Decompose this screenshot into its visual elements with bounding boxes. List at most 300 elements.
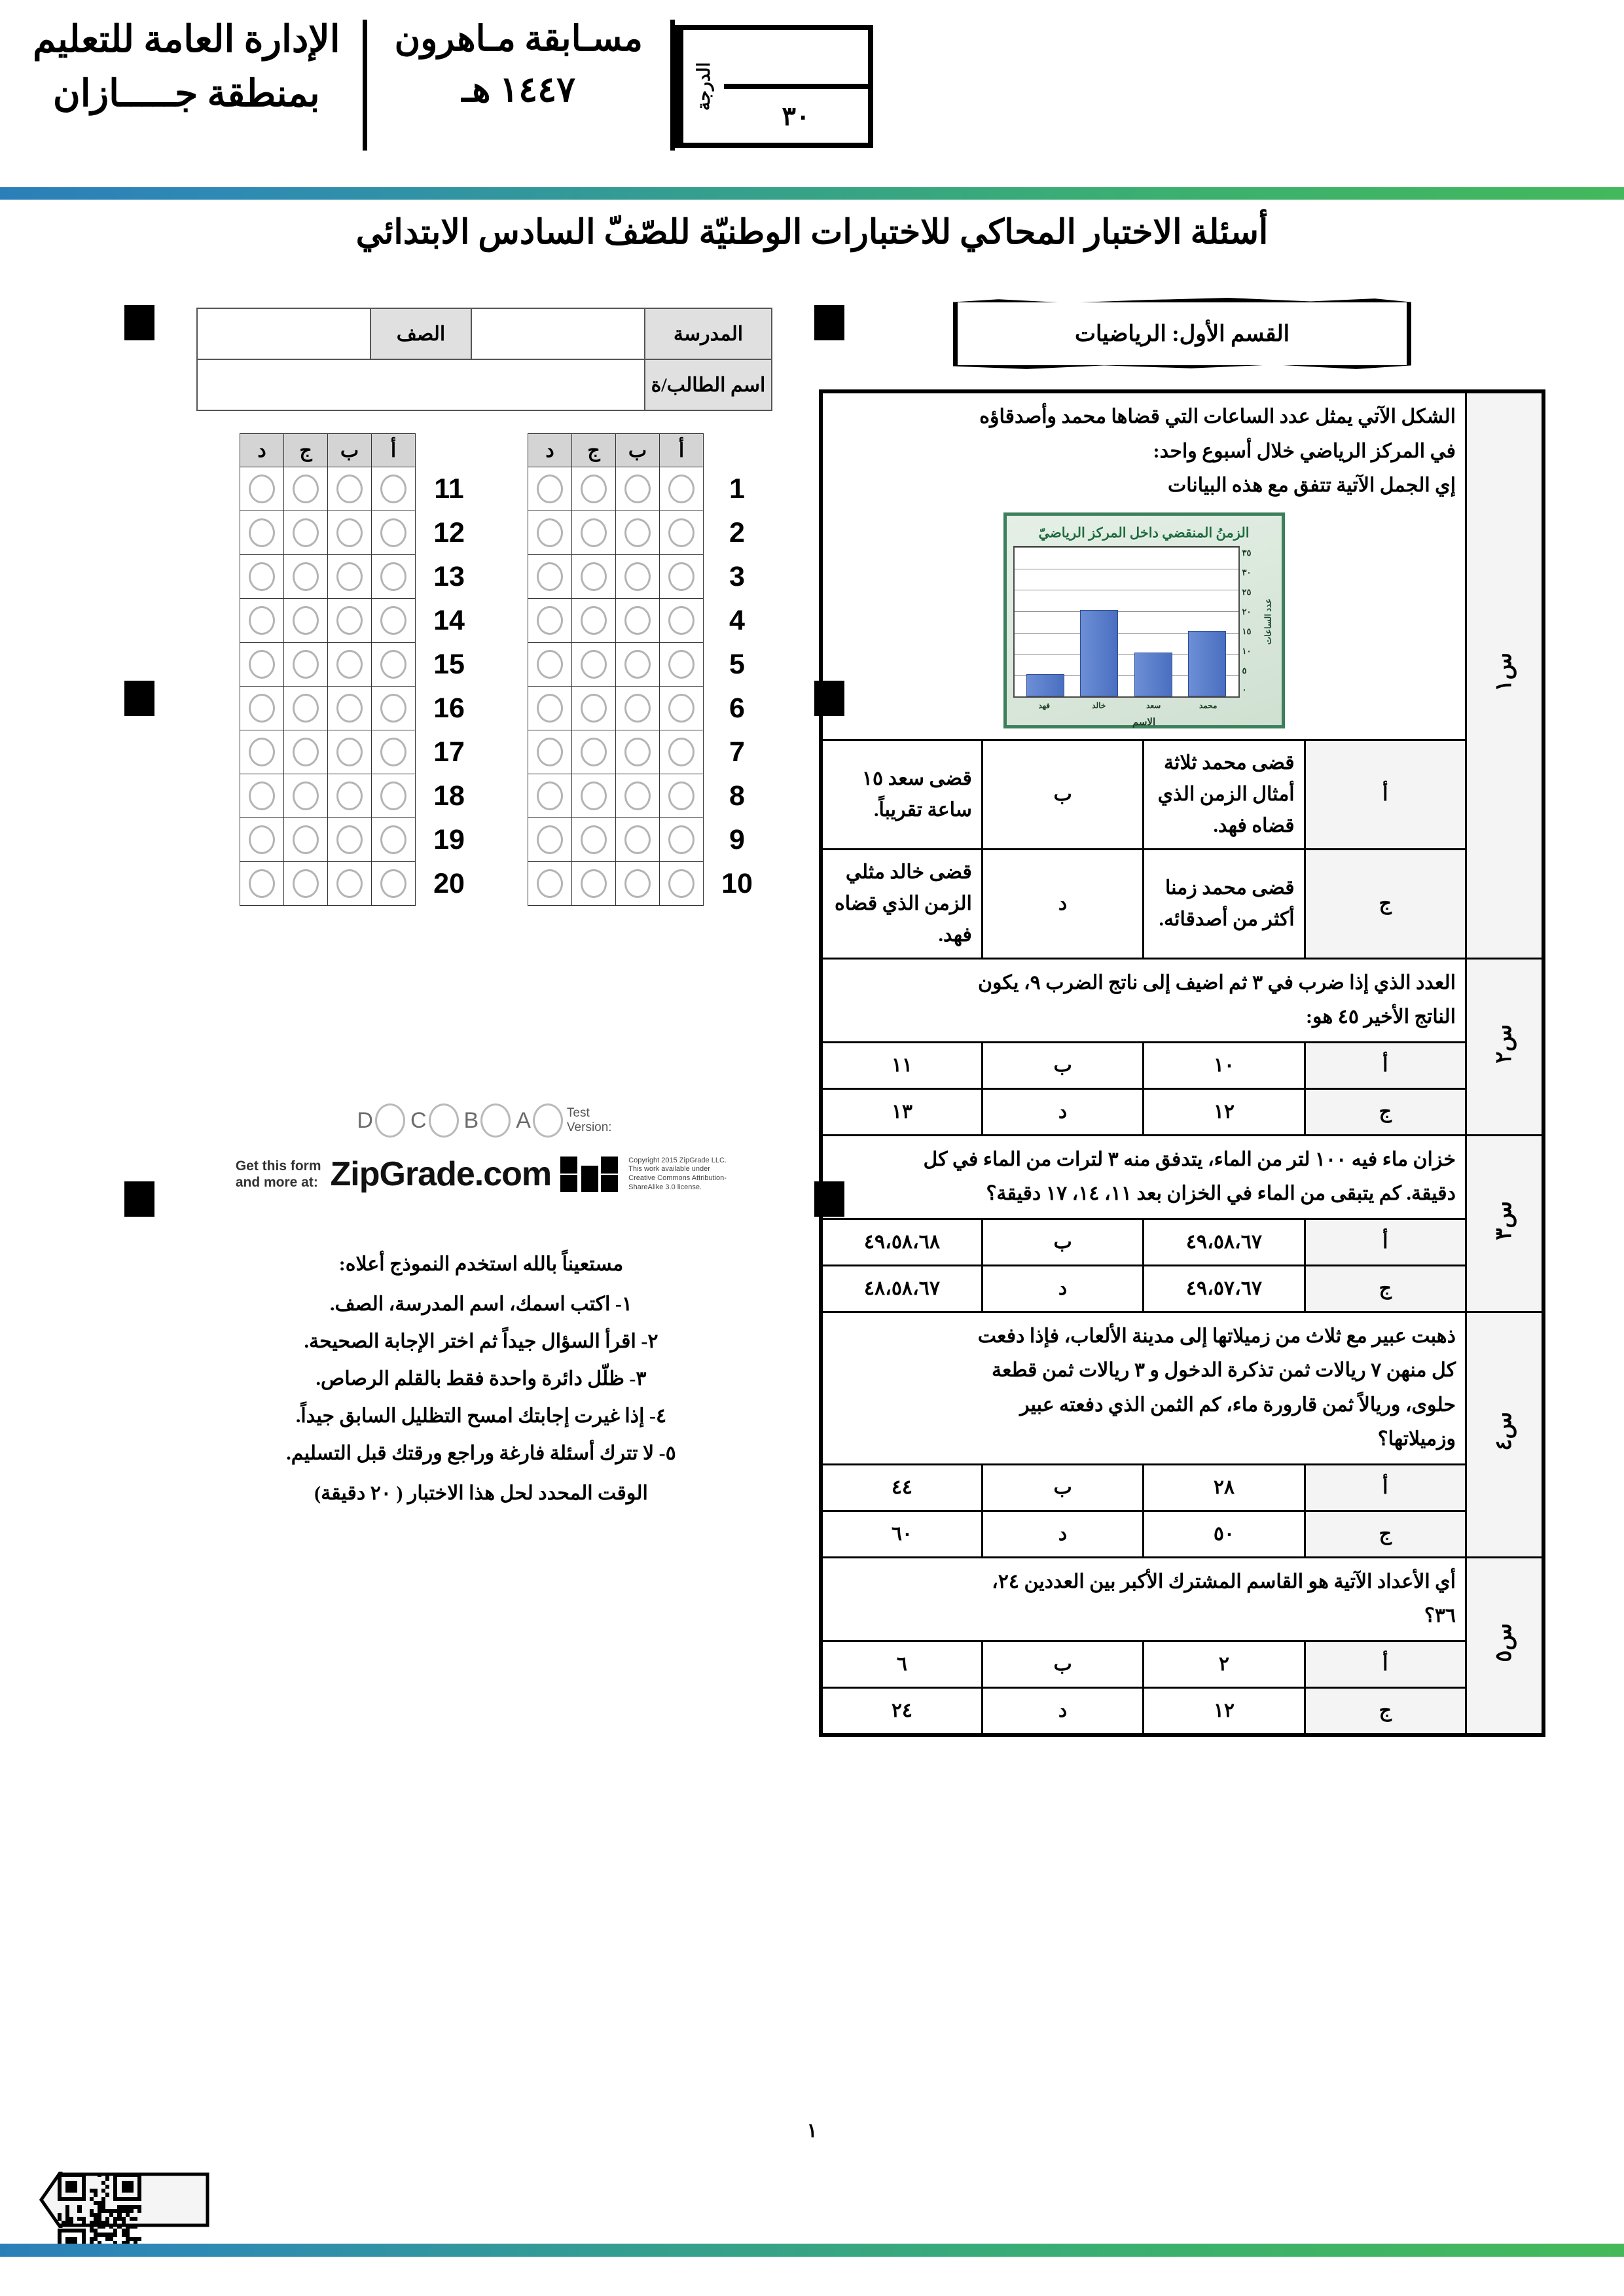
test-version-option[interactable] bbox=[357, 1103, 405, 1138]
question-text-line: الشكل الآتي يمثل عدد الساعات التي قضاها محمد وأصدقاؤه bbox=[979, 406, 1456, 427]
question-text-line: الناتج الأخير ٤٥ هو: bbox=[1305, 1006, 1456, 1028]
bubble-block-11-20 bbox=[196, 433, 478, 906]
bubble-row bbox=[240, 643, 478, 687]
bubble-cell[interactable] bbox=[616, 467, 660, 511]
bubble-cell[interactable] bbox=[528, 555, 572, 599]
bubble-row bbox=[240, 599, 478, 643]
bubble-cell[interactable] bbox=[372, 862, 416, 906]
bubble-cell[interactable] bbox=[284, 555, 328, 599]
answer-bubble[interactable] bbox=[537, 475, 563, 503]
answer-bubble[interactable] bbox=[668, 738, 695, 766]
student-info-table bbox=[196, 308, 772, 411]
organization-line2: بمنطقة جـــــازان bbox=[52, 73, 320, 115]
bubble-column-header: أ bbox=[372, 434, 416, 467]
option-value-d[interactable]: ٦٠ bbox=[821, 1511, 982, 1557]
answer-bubble[interactable] bbox=[581, 650, 607, 679]
answer-bubble[interactable] bbox=[293, 606, 319, 635]
answer-bubble[interactable] bbox=[537, 650, 563, 679]
question-text-line: دقيقة. كم يتبقى من الماء في الخزان بعد ١١، ١٤، ١٧ دقيقة؟ bbox=[986, 1183, 1456, 1204]
answer-bubble[interactable] bbox=[336, 650, 363, 679]
chart-xtick: محمد bbox=[1199, 701, 1218, 711]
answer-bubble[interactable] bbox=[249, 518, 275, 547]
option-value-c[interactable]: ١٢ bbox=[1144, 1687, 1305, 1735]
option-label-b: ب bbox=[982, 740, 1143, 849]
bubble-cell[interactable] bbox=[328, 687, 372, 730]
answer-bubble[interactable] bbox=[380, 781, 406, 810]
answer-bubble[interactable] bbox=[249, 475, 275, 503]
bubble-cell[interactable] bbox=[616, 730, 660, 774]
answer-bubble[interactable] bbox=[249, 869, 275, 898]
answer-bubble[interactable] bbox=[668, 650, 695, 679]
options-row bbox=[821, 1265, 1543, 1312]
chart-title: الزمنُ المنقضي داخل المركز الرياضيّ bbox=[1038, 524, 1250, 541]
bubble-cell[interactable] bbox=[660, 862, 704, 906]
answer-bubble[interactable] bbox=[293, 562, 319, 591]
bubble-cell[interactable] bbox=[372, 818, 416, 862]
grade-empty-cell[interactable] bbox=[724, 30, 868, 89]
options-row bbox=[821, 1641, 1543, 1687]
questions-table bbox=[819, 389, 1545, 1737]
question-row bbox=[821, 391, 1543, 740]
bubble-cell[interactable] bbox=[372, 643, 416, 687]
answer-bubble[interactable] bbox=[336, 694, 363, 723]
question-text bbox=[821, 1312, 1466, 1464]
option-label-c: ج bbox=[1305, 849, 1466, 958]
answer-bubble[interactable] bbox=[581, 694, 607, 723]
bubble-cell[interactable] bbox=[372, 555, 416, 599]
options-row bbox=[821, 1511, 1543, 1557]
bubble-row bbox=[240, 467, 478, 511]
competition-line1: مسـابقة مـاهرون bbox=[394, 19, 643, 58]
bubble-cell[interactable] bbox=[372, 774, 416, 818]
section-banner-label: القسم الأول: الرياضيات bbox=[1074, 322, 1290, 346]
bubble-cell[interactable] bbox=[616, 555, 660, 599]
bubble-cell[interactable] bbox=[572, 599, 616, 643]
chart-xtick: خالد bbox=[1092, 701, 1106, 711]
answer-bubble[interactable] bbox=[293, 650, 319, 679]
answer-bubble[interactable] bbox=[624, 518, 651, 547]
chart-xlabel: الاسم bbox=[1132, 717, 1156, 728]
bubble-cell[interactable] bbox=[240, 774, 284, 818]
answer-bubble[interactable] bbox=[380, 694, 406, 723]
answer-bubble[interactable] bbox=[581, 738, 607, 766]
bubble-row-number: 8 bbox=[729, 780, 745, 812]
bubble-cell[interactable] bbox=[616, 862, 660, 906]
bubble-row-number: 6 bbox=[729, 692, 745, 724]
option-label-b: ب bbox=[982, 1042, 1143, 1088]
organization-line1: الإدارة العامة للتعليم bbox=[33, 19, 340, 60]
answer-bubble[interactable] bbox=[668, 781, 695, 810]
bubble-cell[interactable] bbox=[528, 643, 572, 687]
bubble-cell[interactable] bbox=[284, 511, 328, 555]
answer-bubble[interactable] bbox=[380, 650, 406, 679]
bubble-row bbox=[528, 774, 767, 818]
option-label-b: ب bbox=[982, 1641, 1143, 1687]
question-text-line: خزان ماء فيه ١٠٠ لتر من الماء، يتدفق منه ٣ لترات من الماء في كل bbox=[923, 1148, 1456, 1170]
bubble-header-row bbox=[528, 434, 767, 467]
answer-bubble[interactable] bbox=[293, 869, 319, 898]
bubble-row bbox=[528, 818, 767, 862]
answer-bubble[interactable] bbox=[293, 518, 319, 547]
answer-bubble[interactable] bbox=[668, 869, 695, 898]
bubble-cell[interactable] bbox=[528, 774, 572, 818]
option-label-c: ج bbox=[1305, 1265, 1466, 1312]
test-version-option[interactable] bbox=[464, 1103, 511, 1138]
bubble-cell[interactable] bbox=[528, 467, 572, 511]
chart-ytick: ٣٥ bbox=[1242, 548, 1252, 558]
option-value-a[interactable]: ١٠ bbox=[1144, 1042, 1305, 1088]
option-value-a[interactable]: ٢ bbox=[1144, 1641, 1305, 1687]
option-value-b[interactable]: ١١ bbox=[821, 1042, 982, 1088]
bubble-cell[interactable] bbox=[328, 467, 372, 511]
bubble-row bbox=[240, 818, 478, 862]
answer-bubble[interactable] bbox=[537, 606, 563, 635]
answer-bubble[interactable] bbox=[624, 869, 651, 898]
answer-bubble[interactable] bbox=[581, 562, 607, 591]
answer-bubble[interactable] bbox=[581, 825, 607, 854]
answer-bubble[interactable] bbox=[624, 475, 651, 503]
bubble-cell[interactable] bbox=[328, 643, 372, 687]
option-value-b[interactable]: قضى سعد ١٥ ساعة تقريباً. bbox=[821, 740, 982, 849]
answer-bubble[interactable] bbox=[668, 694, 695, 723]
bubble-cell[interactable] bbox=[660, 687, 704, 730]
competition-block bbox=[367, 13, 670, 116]
answer-bubble[interactable] bbox=[537, 694, 563, 723]
bubble-cell[interactable] bbox=[616, 818, 660, 862]
school-label: المدرسة bbox=[645, 308, 772, 359]
options-row bbox=[821, 1219, 1543, 1265]
option-value-d[interactable]: قضى خالد مثلي الزمن الذي قضاه فهد. bbox=[821, 849, 982, 958]
answer-bubble[interactable] bbox=[537, 825, 563, 854]
test-version-option[interactable] bbox=[516, 1103, 563, 1138]
bubble-cell[interactable] bbox=[528, 818, 572, 862]
option-value-c[interactable]: ١٢ bbox=[1144, 1088, 1305, 1135]
option-value-d[interactable]: ٢٤ bbox=[821, 1687, 982, 1735]
answer-bubble[interactable] bbox=[336, 738, 363, 766]
question-text-line: ٣٦؟ bbox=[1424, 1605, 1456, 1626]
bubble-cell[interactable] bbox=[240, 555, 284, 599]
option-value-a[interactable]: ٢٨ bbox=[1144, 1464, 1305, 1511]
chart-ytick: ٢٥ bbox=[1242, 587, 1252, 598]
bubble-cell[interactable] bbox=[660, 555, 704, 599]
answer-bubble[interactable] bbox=[380, 825, 406, 854]
answer-bubble[interactable] bbox=[380, 562, 406, 591]
question-row bbox=[821, 1557, 1543, 1641]
answer-sheet-column bbox=[124, 308, 844, 1505]
answer-bubble[interactable] bbox=[537, 562, 563, 591]
bar-chart bbox=[1003, 512, 1285, 728]
answer-bubble[interactable] bbox=[581, 869, 607, 898]
bubble-row bbox=[528, 599, 767, 643]
bubble-cell[interactable] bbox=[572, 730, 616, 774]
bubble-row bbox=[528, 467, 767, 511]
answer-bubble[interactable] bbox=[668, 606, 695, 635]
bubble-row bbox=[528, 555, 767, 599]
bubble-row bbox=[528, 862, 767, 906]
bubble-cell[interactable] bbox=[572, 862, 616, 906]
test-version-option[interactable] bbox=[410, 1103, 459, 1138]
table-row bbox=[197, 359, 772, 410]
chart-ytick: ٥ bbox=[1242, 665, 1247, 675]
answer-bubble[interactable] bbox=[668, 475, 695, 503]
answer-bubble[interactable] bbox=[624, 650, 651, 679]
answer-bubble[interactable] bbox=[624, 781, 651, 810]
bubble-cell[interactable] bbox=[240, 511, 284, 555]
option-label-d: د bbox=[982, 1687, 1143, 1735]
bubble-cell[interactable] bbox=[616, 599, 660, 643]
bubble-cell[interactable] bbox=[528, 599, 572, 643]
bubble-cell[interactable] bbox=[572, 555, 616, 599]
instruction-item: ١- اكتب اسمك، اسم المدرسة، الصف. bbox=[330, 1293, 632, 1315]
bubble-cell[interactable] bbox=[528, 511, 572, 555]
bubble-cell[interactable] bbox=[572, 818, 616, 862]
chart-plot-area bbox=[1013, 546, 1240, 698]
answer-bubble[interactable] bbox=[336, 825, 363, 854]
option-label-a: أ bbox=[1305, 1219, 1466, 1265]
answer-bubble[interactable] bbox=[293, 825, 319, 854]
option-value-c[interactable]: ٥٠ bbox=[1144, 1511, 1305, 1557]
bubble-cell[interactable] bbox=[284, 467, 328, 511]
answer-bubble[interactable] bbox=[380, 518, 406, 547]
class-label: الصف bbox=[370, 308, 471, 359]
bubble-cell[interactable] bbox=[572, 643, 616, 687]
bubble-cell[interactable] bbox=[528, 730, 572, 774]
chart-ytick: ١٠ bbox=[1242, 645, 1252, 656]
bubble-cell[interactable] bbox=[284, 774, 328, 818]
bubble-cell[interactable] bbox=[372, 511, 416, 555]
option-label-b: ب bbox=[982, 1464, 1143, 1511]
bubble-cell[interactable] bbox=[372, 687, 416, 730]
option-label-a: أ bbox=[1305, 740, 1466, 849]
answer-bubble[interactable] bbox=[624, 738, 651, 766]
chart-bar bbox=[1188, 631, 1226, 696]
answer-bubble[interactable] bbox=[668, 518, 695, 547]
instructions-time-note: الوقت المحدد لحل هذا الاختبار ( ٢٠ دقيقة) bbox=[314, 1482, 648, 1504]
bubble-row-number: 16 bbox=[433, 692, 465, 724]
bubble-table-left bbox=[528, 433, 766, 906]
answer-bubble[interactable] bbox=[380, 738, 406, 766]
answer-bubble[interactable] bbox=[249, 738, 275, 766]
chart-gridline bbox=[1015, 611, 1238, 612]
bubble-cell[interactable] bbox=[528, 862, 572, 906]
answer-bubble[interactable] bbox=[293, 694, 319, 723]
bubble-cell[interactable] bbox=[240, 599, 284, 643]
question-number: س٣ bbox=[1466, 1135, 1544, 1312]
option-value-d[interactable]: ١٣ bbox=[821, 1088, 982, 1135]
answer-bubble[interactable] bbox=[249, 606, 275, 635]
option-label-d: د bbox=[982, 1088, 1143, 1135]
bubble-cell[interactable] bbox=[328, 818, 372, 862]
answer-bubble[interactable] bbox=[668, 825, 695, 854]
bubble-cell[interactable] bbox=[328, 862, 372, 906]
option-label-c: ج bbox=[1305, 1088, 1466, 1135]
bubble-cell[interactable] bbox=[284, 599, 328, 643]
bubble-cell[interactable] bbox=[660, 774, 704, 818]
student-name-input[interactable] bbox=[197, 359, 645, 410]
chart-ylabel: عدد الساعات bbox=[1263, 598, 1273, 645]
bubble-cell[interactable] bbox=[328, 599, 372, 643]
bubble-cell[interactable] bbox=[660, 818, 704, 862]
option-value-b[interactable]: ٤٩،٥٨،٦٨ bbox=[821, 1219, 982, 1265]
bubble-cell[interactable] bbox=[660, 643, 704, 687]
bubble-cell[interactable] bbox=[372, 467, 416, 511]
bubble-cell[interactable] bbox=[616, 774, 660, 818]
bubble-cell[interactable] bbox=[528, 687, 572, 730]
bubble-cell[interactable] bbox=[284, 687, 328, 730]
bubble-cell[interactable] bbox=[616, 643, 660, 687]
bubble-column-header: ب bbox=[616, 434, 660, 467]
test-version-row bbox=[124, 1103, 844, 1138]
bubble-cell[interactable] bbox=[240, 862, 284, 906]
answer-bubble[interactable] bbox=[581, 606, 607, 635]
footer-color-rule bbox=[0, 2244, 1624, 2257]
answer-bubble[interactable] bbox=[581, 781, 607, 810]
answer-bubble[interactable] bbox=[336, 781, 363, 810]
instruction-item: ٤- إذا غيرت إجابتك امسح التظليل السابق جيداً. bbox=[295, 1405, 667, 1427]
option-label-d: د bbox=[982, 849, 1143, 958]
school-input[interactable] bbox=[471, 308, 645, 359]
options-row bbox=[821, 849, 1543, 958]
test-version-letter: D bbox=[357, 1107, 373, 1133]
bubble-cell[interactable] bbox=[284, 818, 328, 862]
option-value-a[interactable]: قضى محمد ثلاثة أمثال الزمن الذي قضاه فهد. bbox=[1144, 740, 1305, 849]
answer-bubble[interactable] bbox=[249, 650, 275, 679]
bubble-cell[interactable] bbox=[284, 862, 328, 906]
answer-bubble[interactable] bbox=[336, 606, 363, 635]
bubble-cell[interactable] bbox=[372, 599, 416, 643]
answer-bubble[interactable] bbox=[537, 518, 563, 547]
bubble-column-header: أ bbox=[660, 434, 704, 467]
bubble-cell[interactable] bbox=[240, 643, 284, 687]
chart-ytick: ٣٠ bbox=[1242, 567, 1252, 578]
bubble-cell[interactable] bbox=[660, 730, 704, 774]
bubble-cell[interactable] bbox=[240, 467, 284, 511]
answer-bubble[interactable] bbox=[624, 825, 651, 854]
answer-bubble[interactable] bbox=[293, 738, 319, 766]
answer-bubble[interactable] bbox=[249, 694, 275, 723]
class-input[interactable] bbox=[197, 308, 370, 359]
student-name-label: اسم الطالب/ة bbox=[645, 359, 772, 410]
bubble-cell[interactable] bbox=[284, 643, 328, 687]
test-version-letter: B bbox=[463, 1107, 479, 1133]
answer-bubble[interactable] bbox=[380, 475, 406, 503]
answer-bubble[interactable] bbox=[249, 781, 275, 810]
options-row bbox=[821, 1042, 1543, 1088]
question-row bbox=[821, 1135, 1543, 1219]
bubble-cell[interactable] bbox=[240, 687, 284, 730]
answer-bubble[interactable] bbox=[336, 518, 363, 547]
answer-bubble[interactable] bbox=[293, 475, 319, 503]
bubble-row bbox=[528, 643, 767, 687]
option-value-a[interactable]: ٤٩،٥٨،٦٧ bbox=[1144, 1219, 1305, 1265]
answer-bubble[interactable] bbox=[624, 694, 651, 723]
question-text bbox=[821, 1557, 1466, 1641]
bubble-cell[interactable] bbox=[372, 730, 416, 774]
header-color-rule bbox=[0, 187, 1624, 200]
bubble-cell[interactable] bbox=[660, 599, 704, 643]
bubble-row-number: 15 bbox=[433, 648, 465, 680]
answer-bubble[interactable] bbox=[624, 606, 651, 635]
test-version-bubble[interactable] bbox=[375, 1103, 405, 1138]
answer-bubble[interactable] bbox=[249, 562, 275, 591]
answer-bubble[interactable] bbox=[537, 738, 563, 766]
zipgrade-brand[interactable]: ZipGrade.com bbox=[330, 1155, 552, 1193]
bubble-cell[interactable] bbox=[328, 511, 372, 555]
test-version-bubble[interactable] bbox=[533, 1103, 563, 1138]
bubble-row bbox=[240, 687, 478, 730]
option-label-a: أ bbox=[1305, 1464, 1466, 1511]
answer-bubble[interactable] bbox=[380, 606, 406, 635]
bubble-cell[interactable] bbox=[660, 467, 704, 511]
question-text-line: العدد الذي إذا ضرب في ٣ ثم اضيف إلى ناتج الضرب ٩، يكون bbox=[978, 971, 1456, 994]
bubble-cell[interactable] bbox=[240, 730, 284, 774]
test-version-bubble[interactable] bbox=[480, 1103, 511, 1138]
answer-bubble[interactable] bbox=[624, 562, 651, 591]
bubble-cell[interactable] bbox=[328, 555, 372, 599]
answer-bubble[interactable] bbox=[336, 562, 363, 591]
bubble-cell[interactable] bbox=[328, 774, 372, 818]
registration-mark-top-left bbox=[124, 305, 154, 340]
option-label-b: ب bbox=[982, 1219, 1143, 1265]
chart-ytick: ٠ bbox=[1242, 685, 1247, 695]
grade-values bbox=[724, 30, 868, 143]
bubble-cell[interactable] bbox=[572, 467, 616, 511]
option-value-c[interactable]: ٤٩،٥٧،٦٧ bbox=[1144, 1265, 1305, 1312]
bubble-cell[interactable] bbox=[572, 687, 616, 730]
bubble-row-number: 3 bbox=[729, 560, 745, 592]
test-version-bubble[interactable] bbox=[429, 1103, 459, 1138]
bubble-cell[interactable] bbox=[328, 730, 372, 774]
chart-yaxis bbox=[1240, 546, 1262, 698]
answer-bubble[interactable] bbox=[581, 518, 607, 547]
answer-bubble[interactable] bbox=[380, 869, 406, 898]
bubble-cell[interactable] bbox=[572, 774, 616, 818]
bubble-column-header: ج bbox=[284, 434, 328, 467]
option-value-b[interactable]: ٤٤ bbox=[821, 1464, 982, 1511]
answer-bubble[interactable] bbox=[668, 562, 695, 591]
option-value-b[interactable]: ٦ bbox=[821, 1641, 982, 1687]
bubble-cell[interactable] bbox=[660, 511, 704, 555]
question-number: س٥ bbox=[1466, 1557, 1544, 1735]
bubble-column-header: ب bbox=[328, 434, 372, 467]
zipgrade-get-text bbox=[236, 1158, 321, 1191]
bubble-cell[interactable] bbox=[284, 730, 328, 774]
answer-bubble[interactable] bbox=[293, 781, 319, 810]
bubble-cell[interactable] bbox=[616, 687, 660, 730]
zipgrade-get-line2: and more at: bbox=[235, 1175, 318, 1190]
answer-bubble[interactable] bbox=[537, 781, 563, 810]
bubble-row-number: 11 bbox=[434, 473, 464, 505]
bubble-cell[interactable] bbox=[240, 818, 284, 862]
bubble-row-number: 9 bbox=[729, 823, 745, 855]
bubble-column-header: ج bbox=[572, 434, 616, 467]
bubble-row-number: 4 bbox=[729, 604, 745, 636]
zipgrade-footer bbox=[124, 1155, 844, 1194]
bubble-cell[interactable] bbox=[616, 511, 660, 555]
bubble-cell[interactable] bbox=[572, 511, 616, 555]
answer-bubble[interactable] bbox=[336, 475, 363, 503]
answer-bubble[interactable] bbox=[249, 825, 275, 854]
test-version-letter: C bbox=[410, 1107, 427, 1133]
answer-bubble[interactable] bbox=[537, 869, 563, 898]
answer-bubble[interactable] bbox=[581, 475, 607, 503]
option-value-d[interactable]: ٤٨،٥٨،٦٧ bbox=[821, 1265, 982, 1312]
bubble-row-number: 2 bbox=[729, 516, 745, 548]
answer-bubble[interactable] bbox=[336, 869, 363, 898]
bubble-row bbox=[240, 774, 478, 818]
question-number: س٤ bbox=[1466, 1312, 1544, 1557]
option-value-c[interactable]: قضى محمد زمنا أكثر من أصدقائه. bbox=[1144, 849, 1305, 958]
